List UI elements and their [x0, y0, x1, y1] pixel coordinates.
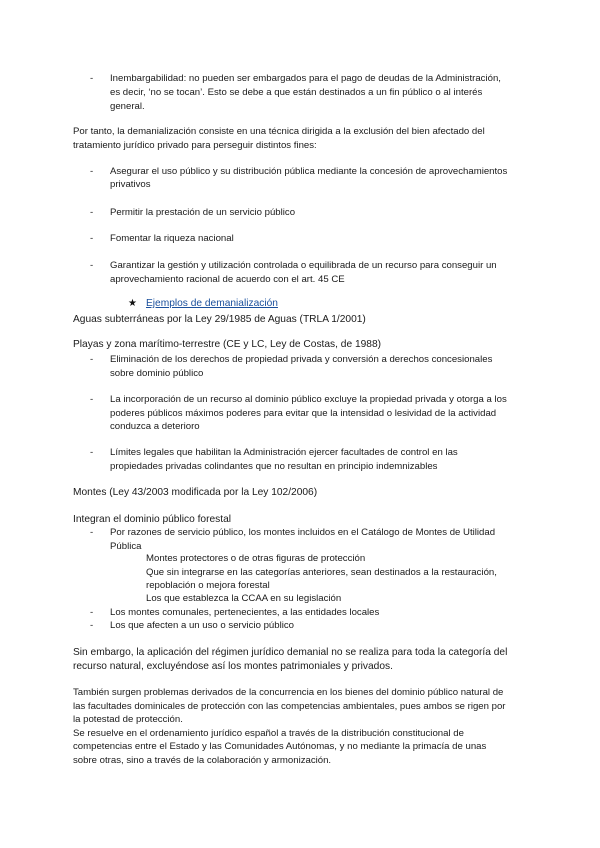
paragraph-line: competencias entre el Estado y las Comunidades Autónomas, y no mediante la primacía de unas: [73, 741, 487, 752]
list-item-line: Eliminación de los derechos de propiedad privada y conversión a derechos concesionales: [110, 354, 493, 365]
list-item-line: general.: [110, 101, 145, 112]
list-dash: -: [90, 260, 94, 271]
list-item-line: La incorporación de un recurso al dominio público excluye la propiedad privada y otorga a los: [110, 394, 507, 405]
list-item-line: Inembargabilidad: no pueden ser embargados para el pago de deudas de la Administración,: [110, 73, 501, 84]
list-dash: -: [90, 527, 94, 538]
list-dash: -: [90, 166, 94, 177]
list-item-line: es decir, ‘no se tocan’. Esto se debe a que están destinados a un fin público o al interés: [110, 87, 483, 98]
paragraph-line: Se resuelve en el ordenamiento jurídico español a través de la distribución constitucional de: [73, 728, 464, 739]
list-item-line: Límites legales que habilitan la Administración ejercer facultades de control en las: [110, 447, 458, 458]
star-icon: ★: [128, 298, 137, 309]
list-item-line: sobre dominio público: [110, 368, 204, 379]
list-dash: -: [90, 394, 94, 405]
list-item-line: conduzca a deterioro: [110, 421, 200, 432]
paragraph-line: recurso natural, excluyéndose así los montes patrimoniales y privados.: [73, 661, 393, 672]
list-item-line: Garantizar la gestión y utilización controlada o equilibrada de un recurso para conseguir un: [110, 260, 497, 271]
paragraph-line: las facultades dominicales de protección con las competencias ambientales, pues ambos se rigen por: [73, 701, 506, 712]
paragraph-line: Sin embargo, la aplicación del régimen jurídico demanial no se realiza para toda la categoría del: [73, 647, 508, 658]
paragraph-line: sobre otras, sino a través de la colaboración y armonización.: [73, 755, 332, 766]
list-item-line: Permitir la prestación de un servicio público: [110, 207, 296, 218]
paragraph-line: También surgen problemas derivados de la concurrencia en los bienes del dominio público natural de: [73, 687, 504, 698]
section-heading: Montes (Ley 43/2003 modificada por la Ley 102/2006): [73, 487, 318, 498]
list-item-line: Asegurar el uso público y su distribución pública mediante la concesión de aprovechamientos: [110, 166, 508, 177]
list-item-line: aprovechamiento racional de acuerdo con el art. 45 CE: [110, 274, 345, 285]
list-dash: -: [90, 73, 94, 84]
section-heading: Playas y zona marítimo-terrestre (CE y LC, Ley de Costas, de 1988): [73, 339, 382, 350]
list-item-line: privativos: [110, 179, 151, 190]
list-item-line: propiedades privadas colindantes que no resultan en principio indemnizables: [110, 461, 438, 472]
sub-list-line: Que sin integrarse en las categorías anteriores, sean destinados a la restauración,: [146, 567, 497, 578]
paragraph-line: la potestad de protección.: [73, 714, 183, 725]
examples-link[interactable]: Ejemplos de demanialización: [146, 298, 278, 309]
list-item-line: poderes públicos máximos poderes para evitar que la intensidad o lesividad de la actividad: [110, 408, 497, 419]
list-item-line: Los montes comunales, pertenecientes, a las entidades locales: [110, 607, 380, 618]
list-item-line: Fomentar la riqueza nacional: [110, 233, 234, 244]
list-dash: -: [90, 620, 94, 631]
section-heading: Aguas subterráneas por la Ley 29/1985 de Aguas (TRLA 1/2001): [73, 314, 366, 325]
list-item-line: Los que afecten a un uso o servicio público: [110, 620, 295, 631]
sub-list-line: Montes protectores o de otras figuras de protección: [146, 553, 366, 564]
sub-list-line: Los que establezca la CCAA en su legislación: [146, 593, 342, 604]
list-item-line: Pública: [110, 541, 142, 552]
list-item-line: Por razones de servicio público, los montes incluidos en el Catálogo de Montes de Utilidad: [110, 527, 496, 538]
list-dash: -: [90, 447, 94, 458]
list-dash: -: [90, 354, 94, 365]
list-dash: -: [90, 207, 94, 218]
list-dash: -: [90, 607, 94, 618]
list-dash: -: [90, 233, 94, 244]
sub-list-line: repoblación o mejora forestal: [146, 580, 270, 591]
paragraph-line: Por tanto, la demanialización consiste en una técnica dirigida a la exclusión del bien afectado del: [73, 126, 485, 137]
paragraph-line: tratamiento jurídico privado para perseguir distintos fines:: [73, 140, 317, 151]
section-heading: Integran el dominio público forestal: [73, 514, 232, 525]
